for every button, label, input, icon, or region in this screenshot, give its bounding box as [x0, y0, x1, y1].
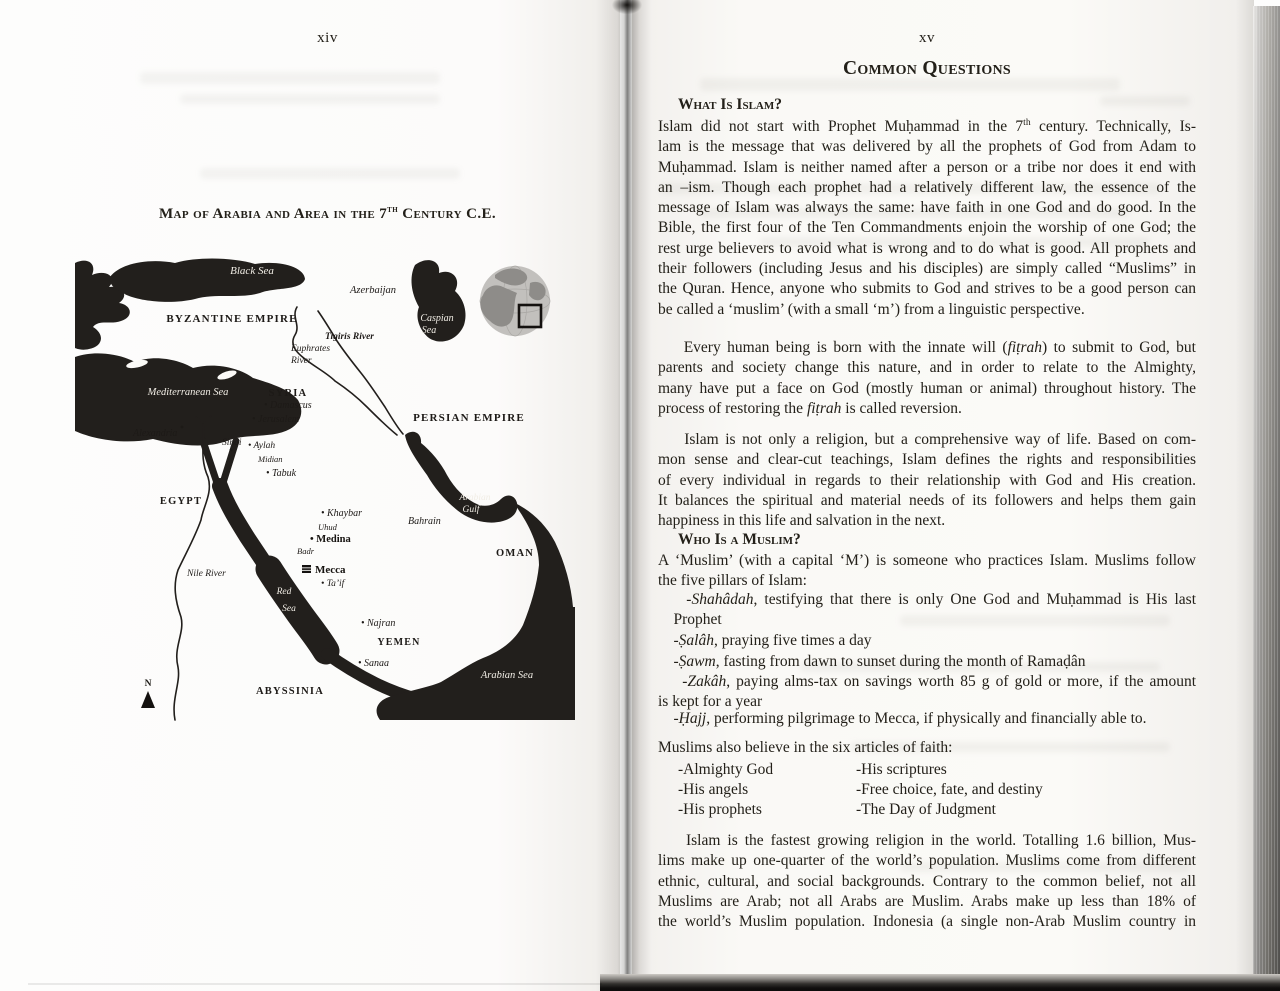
text-line: -His angels [678, 780, 749, 798]
text-line: -His prophets [678, 800, 762, 818]
map-label-red-sea: Sea [282, 604, 296, 614]
page-number-right: xv [919, 30, 935, 46]
map-label-alexandria: Alexandria [133, 428, 178, 439]
text-line: -Ḥajj, performing pilgrimage to Mecca, if physically and financially able to. [658, 710, 1147, 727]
map-label-persian-empire: PERSIAN EMPIRE [413, 412, 525, 424]
map-label-bahrain: Bahrain [408, 516, 441, 527]
map-label-tabuk: • Tabuk [266, 468, 297, 479]
sinai-dot [230, 449, 233, 452]
text-line: parents and society change this nature, and in order to relate to the Almighty, [658, 359, 1196, 377]
text-line: Islam is not only a religion, but a comprehensive way of life. Based on com- [658, 431, 1197, 448]
text-line: -Almighty God [678, 761, 774, 778]
text-line: of every individual in regards to their relationship with God and His creation. [658, 471, 1196, 489]
map-label-aylah: • Aylah [248, 441, 276, 451]
book-fore-edge [1253, 6, 1280, 978]
pillar-item [658, 631, 1196, 651]
text-line: ethnic, cultural, and social backgrounds. Contrary to the common belief, not all [658, 872, 1196, 890]
map-title [35, 206, 620, 223]
text-line: -Ṣawm, fasting from dawn to sunset during the month of Ramaḍân [658, 653, 1086, 670]
section-heading-who-is-a-muslim: Who Is a Muslim? [678, 531, 801, 548]
map-label-caspian-sea: Caspian [420, 313, 454, 324]
map-label-caspian-sea: Sea [421, 325, 437, 336]
text-line: A ‘Muslim’ (with a capital ‘M’) is someone who practices Islam. Muslims follow [658, 552, 1196, 569]
map-label-midian: Midian [258, 454, 283, 464]
svg-text:N: N [144, 679, 152, 689]
map-label-taif: • Ta’if [321, 579, 345, 589]
paragraph [658, 430, 1196, 531]
bleed-through-smudge [200, 168, 460, 179]
map-label-khaybar: • Khaybar [321, 508, 363, 519]
text-line: be called a ‘muslim’ (with a small ‘m’) from a linguistic perspective. [658, 300, 1085, 318]
map-label-najran: • Najran [361, 618, 396, 629]
book-bottom-edge-left [28, 983, 602, 985]
text-line: Muslims also believe in the six articles of faith: [658, 739, 953, 756]
arabian-gulf-shape [405, 432, 517, 523]
text-line: many have put a face on God (mostly human or animal) throughout history. The [658, 379, 1196, 397]
pillar-item [658, 709, 1196, 729]
text-line: It balances the spiritual and material needs of its followers and helps them gain [658, 491, 1196, 509]
text-line: -Ṣalâh, praying five times a day [658, 632, 872, 649]
map-label-abyssinia: ABYSSINIA [256, 686, 324, 697]
map-label-mecca: Mecca [315, 564, 346, 576]
map-label-tigris-river: Tigiris River [325, 332, 374, 342]
map-label-nile-river: Nile River [187, 569, 226, 579]
map-label-damascus: • Damascus [264, 400, 312, 411]
kaaba-icon [302, 565, 311, 573]
pillar-item [658, 590, 1196, 631]
paragraph [658, 117, 1196, 320]
text-line: process of restoring the fiṭrah is called reversion. [658, 399, 962, 417]
map-label-red-sea: Red [276, 587, 292, 597]
text-line: -Zakâh, paying alms-tax on savings worth 85 g of gold or more, if the amount [658, 673, 1197, 690]
map-label-arabian-gulf: Arabian [459, 493, 491, 503]
map-title-superscript: th [387, 205, 399, 215]
arabian-sea-shape [377, 502, 575, 720]
text-line: Islam is the fastest growing religion in the world. Totalling 1.6 billion, Mus- [658, 832, 1196, 849]
left-page [0, 0, 620, 991]
paragraph [658, 831, 1196, 932]
compass-north-icon [141, 679, 155, 708]
map-label-jerusalem: • Jerusalem [252, 414, 300, 425]
articles-column-1 [678, 760, 856, 819]
paragraph [658, 551, 1196, 592]
text-line: -Free choice, fate, and destiny [856, 780, 1043, 798]
map-label-mediterranean-sea: Mediterranean Sea [147, 387, 229, 398]
text-line: -The Day of Judgment [856, 800, 996, 818]
text-line: -His scriptures [856, 761, 947, 778]
pillar-item [658, 652, 1196, 672]
map-label-black-sea: Black Sea [230, 265, 274, 277]
map-label-oman: OMAN [495, 548, 535, 559]
text-line: their followers (including Jesus and his disciples) are simply called “Muslims” in [658, 260, 1196, 278]
map-label-badr: Badr [297, 546, 314, 556]
map-label-yemen: YEMEN [377, 637, 421, 648]
chapter-title: Common Questions [842, 58, 1012, 79]
book-gutter-top-shadow [606, 0, 648, 18]
text-line: lims make up one-quarter of the world’s population. Muslims come from different [658, 852, 1196, 870]
map-label-arabian-sea: Arabian Sea [480, 670, 534, 681]
text-line: lam is the message that was delivered by all the prophets of God from Adam to [658, 138, 1196, 156]
map-label-uhud: Uhud [318, 522, 337, 532]
caspian-sea-shape [412, 260, 466, 341]
text-line: -Shahâdah, testifying that there is only One God and Muḥammad is His last [658, 591, 1197, 608]
articles-of-faith-columns [678, 760, 1196, 819]
euphrates-river-line [293, 307, 397, 435]
articles-intro [658, 738, 1196, 758]
text-line: Islam did not start with Prophet Muḥammad in the 7th century. Technically, Is- [658, 116, 1196, 135]
text-line: Bible, the first four of the Ten Commandments enjoin the worship of one God; the [658, 219, 1196, 237]
map-label-egypt: EGYPT [159, 496, 203, 507]
text-line: Muḥammad. Islam is neither named after a person or a tribe nor does it end with [658, 158, 1196, 176]
alexandria-dot [181, 426, 184, 429]
map-label-syria: SYRIA [268, 388, 308, 399]
map-title-text: Century C.E. [398, 206, 497, 222]
map-title-text: Map of Arabia and Area in the 7 [158, 206, 388, 222]
bleed-through-smudge [1100, 96, 1190, 106]
section-heading-what-is-islam: What Is Islam? [678, 96, 782, 113]
text-line: the Quran. Hence, anyone who submits to God and strives to be a good person can [658, 280, 1196, 298]
articles-column-2 [856, 760, 1196, 819]
text-line: mon sense and clear-cut teachings, Islam defines the rights and responsibilities [658, 451, 1196, 469]
map-label-euphrates-river: Euphrates [291, 344, 331, 354]
text-line: happiness in this life and salvation in the next. [658, 512, 946, 530]
tigris-river-line [318, 311, 403, 434]
book-bottom-edge [600, 974, 1280, 991]
map-label-euphrates-river: River [291, 356, 312, 366]
text-line: Every human being is born with the innate will (fiṭrah) to submit to God, but [658, 339, 1196, 356]
pillar-item [658, 672, 1196, 713]
map-label-azerbaijan: Azerbaijan [349, 285, 397, 296]
map-label-sinai: Sinai [222, 438, 242, 448]
text-line: the five pillars of Islam: [658, 572, 807, 590]
text-line: the world’s Muslim population. Indonesia (a single non-Arab Muslim country in [658, 913, 1196, 931]
globe-locator-icon [480, 266, 550, 336]
page-number-left: xiv [317, 30, 338, 46]
right-page [632, 0, 1254, 991]
text-line: rest urge believers to avoid what is wrong and to do what is good. All prophets and [658, 239, 1196, 257]
black-sea-shape [110, 259, 305, 302]
bleed-through-smudge [180, 94, 440, 104]
arabia-map [75, 255, 575, 725]
map-label-sanaa: • Sanaa [358, 658, 390, 669]
map-label-medina: • Medina [310, 534, 351, 545]
map-label-byzantine-empire: BYZANTINE EMPIRE [166, 313, 298, 325]
text-line: Prophet [658, 611, 722, 629]
text-line: an –ism. Though each prophet had a relatively different law, the essence of the [658, 178, 1196, 196]
text-line: message of Islam was always the same: have faith in one God and do good. In the [658, 199, 1196, 217]
text-line: is kept for a year [658, 693, 763, 711]
paragraph [658, 338, 1196, 419]
text-line: Muslims are Arab; not all Arabs are Muslim. Arabs make up less than 18% of [658, 892, 1196, 910]
map-label-arabian-gulf: Gulf [462, 505, 480, 515]
bleed-through-smudge [140, 72, 440, 84]
